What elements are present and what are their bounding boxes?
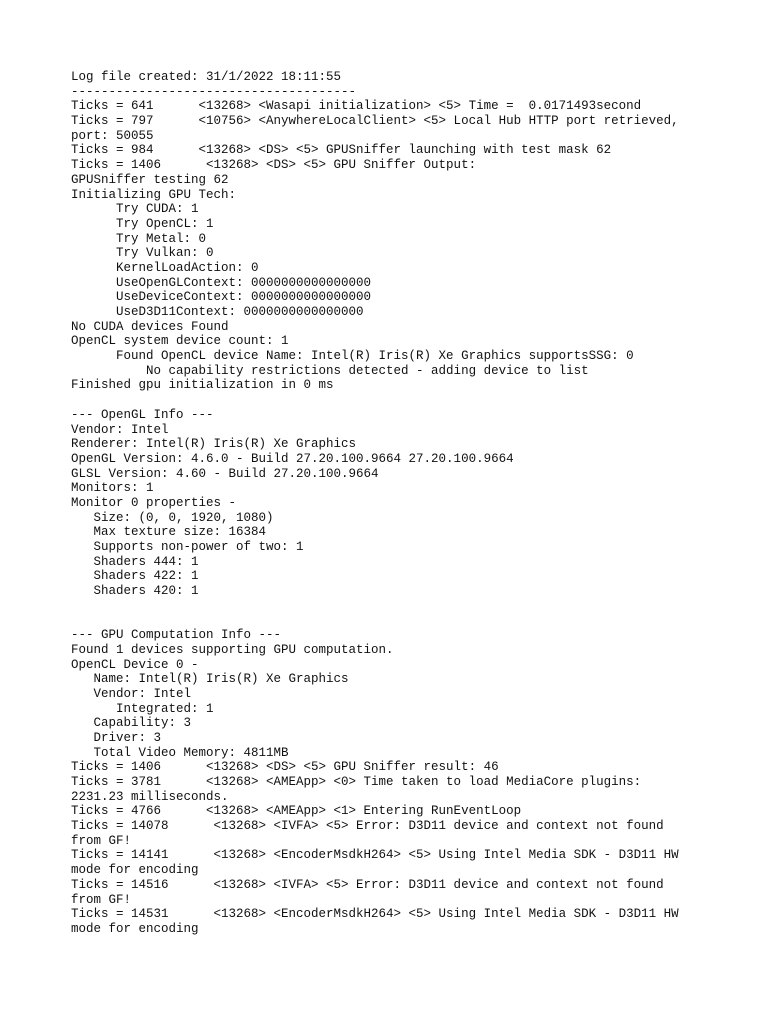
- log-line: Shaders 422: 1: [71, 569, 199, 584]
- log-line: Shaders 444: 1: [71, 554, 199, 569]
- log-line: Initializing GPU Tech:: [71, 187, 237, 202]
- log-line: Max texture size: 16384: [71, 525, 267, 540]
- log-line: Ticks = 14078 <13268> <IVFA> <5> Error: D3D11 device and context not found: [71, 819, 664, 834]
- log-line: --- GPU Computation Info ---: [71, 628, 282, 643]
- log-line: Try Vulkan: 0: [71, 246, 214, 261]
- log-line: port: 50055: [71, 128, 154, 143]
- log-line: Ticks = 14141 <13268> <EncoderMsdkH264> <5> Using Intel Media SDK - D3D11 HW: [71, 848, 679, 863]
- log-line: Ticks = 4766 <13268> <AMEApp> <1> Entering RunEventLoop: [71, 804, 522, 819]
- log-line: mode for encoding: [71, 863, 199, 878]
- log-line: Integrated: 1: [71, 701, 214, 716]
- log-line: No capability restrictions detected - adding device to list: [71, 363, 589, 378]
- log-line: Supports non-power of two: 1: [71, 540, 304, 554]
- log-line: Found OpenCL device Name: Intel(R) Iris(R) Xe Graphics supportsSSG: 0: [71, 349, 634, 364]
- log-line: Capability: 3: [71, 716, 192, 731]
- log-line: Ticks = 641 <13268> <Wasapi initialization> <5> Time = 0.0171493second: [71, 99, 642, 114]
- log-line: OpenCL system device count: 1: [71, 334, 289, 349]
- log-line: Try Metal: 0: [71, 231, 207, 246]
- log-line: --- OpenGL Info ---: [71, 407, 214, 422]
- log-line: Log file created: 31/1/2022 18:11:55: [71, 70, 342, 84]
- log-line: Ticks = 797 <10756> <AnywhereLocalClient> <5> Local Hub HTTP port retrieved,: [71, 114, 679, 129]
- log-line: Total Video Memory: 4811MB: [71, 745, 289, 760]
- log-line: Finished gpu initialization in 0 ms: [71, 378, 334, 393]
- log-line: from GF!: [71, 833, 132, 848]
- log-line: Ticks = 14516 <13268> <IVFA> <5> Error: D3D11 device and context not found: [71, 877, 664, 892]
- log-line: Name: Intel(R) Iris(R) Xe Graphics: [71, 672, 349, 687]
- log-line: OpenCL Device 0 -: [71, 657, 199, 672]
- log-line: [71, 393, 711, 408]
- log-line: Vendor: Intel: [71, 422, 169, 437]
- log-line: --------------------------------------: [71, 84, 357, 99]
- log-line: UseD3D11Context: 0000000000000000: [71, 305, 364, 319]
- log-line: mode for encoding: [71, 921, 199, 936]
- log-line: from GF!: [71, 892, 132, 907]
- log-line: UseOpenGLContext: 0000000000000000: [71, 275, 372, 290]
- log-line: Try OpenCL: 1: [71, 216, 214, 231]
- log-line: Ticks = 1406 <13268> <DS> <5> GPU Sniffer Output:: [71, 158, 477, 173]
- log-line: GLSL Version: 4.60 - Build 27.20.100.9664: [71, 466, 379, 481]
- log-line: GPUSniffer testing 62: [71, 172, 229, 187]
- log-line: Vendor: Intel: [71, 686, 192, 701]
- log-document: [71, 70, 711, 937]
- log-line: No CUDA devices Found: [71, 319, 229, 334]
- log-line: Ticks = 1406 <13268> <DS> <5> GPU Sniffer result: 46: [71, 760, 499, 775]
- log-line: Ticks = 14531 <13268> <EncoderMsdkH264> <5> Using Intel Media SDK - D3D11 HW: [71, 907, 679, 922]
- log-line: OpenGL Version: 4.6.0 - Build 27.20.100.9664 27.20.100.9664: [71, 451, 514, 466]
- log-line: Size: (0, 0, 1920, 1080): [71, 510, 274, 525]
- log-line: Monitor 0 properties -: [71, 495, 237, 510]
- log-line: 2231.23 milliseconds.: [71, 789, 229, 804]
- log-line: Ticks = 3781 <13268> <AMEApp> <0> Time taken to load MediaCore plugins:: [71, 775, 642, 789]
- log-line: Driver: 3: [71, 730, 162, 745]
- log-line: Renderer: Intel(R) Iris(R) Xe Graphics: [71, 437, 357, 452]
- log-line: Ticks = 984 <13268> <DS> <5> GPUSniffer launching with test mask 62: [71, 143, 612, 158]
- log-line: KernelLoadAction: 0: [71, 260, 259, 275]
- log-line: [71, 613, 711, 628]
- log-line: UseDeviceContext: 0000000000000000: [71, 290, 372, 305]
- log-line: [71, 599, 711, 614]
- log-line: Shaders 420: 1: [71, 584, 199, 599]
- log-line: Found 1 devices supporting GPU computation.: [71, 642, 394, 657]
- log-line: Monitors: 1: [71, 481, 154, 496]
- log-line: Try CUDA: 1: [71, 202, 199, 217]
